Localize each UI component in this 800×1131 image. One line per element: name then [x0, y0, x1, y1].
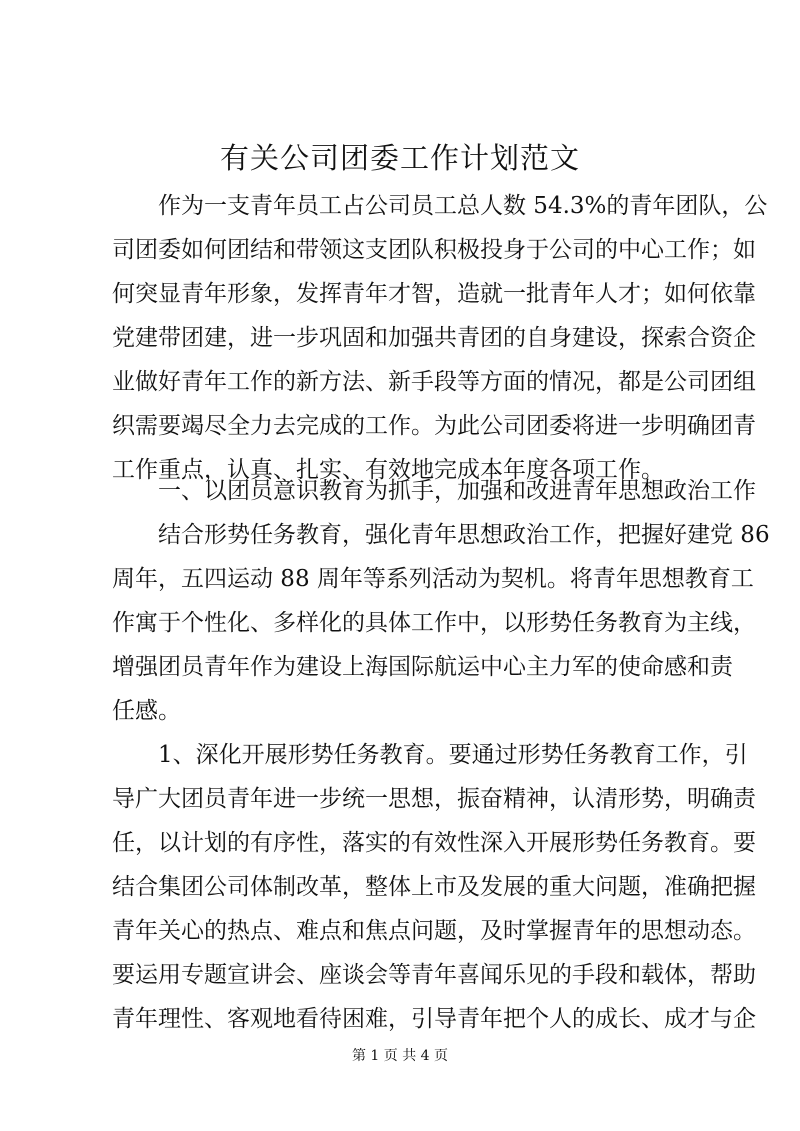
- document-title: 有关公司团委工作计划范文: [219, 141, 580, 175]
- body-line: 增强团员青年作为建设上海国际航运中心主力军的使命感和责: [112, 654, 733, 680]
- body-line: 1、深化开展形势任务教育。要通过形势任务教育工作，引: [112, 742, 748, 768]
- section-heading: 一、以团员意识教育为抓手，加强和改进青年思想政治工作: [112, 478, 756, 504]
- body-line: 要运用专题宣讲会、座谈会等青年喜闻乐见的手段和载体，帮助: [112, 962, 756, 988]
- body-line: 青年关心的热点、难点和焦点问题，及时掌握青年的思想动态。: [112, 918, 756, 944]
- body-line: 导广大团员青年进一步统一思想，振奋精神，认清形势，明确责: [112, 786, 756, 812]
- body-line: 作为一支青年员工占公司员工总人数 54.3%的青年团队，公: [112, 193, 768, 219]
- body-line: 司团委如何团结和带领这支团队积极投身于公司的中心工作；如: [112, 237, 756, 263]
- body-line: 何突显青年形象，发挥青年才智，造就一批青年人才；如何依靠: [112, 281, 756, 307]
- body-line: 结合形势任务教育，强化青年思想政治工作，把握好建党 86: [112, 522, 770, 548]
- body-line: 任，以计划的有序性，落实的有效性深入开展形势任务教育。要: [112, 830, 756, 856]
- page-number-footer: 第 1 页 共 4 页: [351, 1048, 449, 1064]
- body-line: 织需要竭尽全力去完成的工作。为此公司团委将进一步明确团青: [112, 413, 756, 439]
- body-line: 结合集团公司体制改革，整体上市及发展的重大问题，准确把握: [112, 874, 756, 900]
- body-line: 业做好青年工作的新方法、新手段等方面的情况，都是公司团组: [112, 369, 756, 395]
- body-line: 周年，五四运动 88 周年等系列活动为契机。将青年思想教育工: [112, 566, 754, 592]
- body-line: 任感。: [112, 698, 181, 724]
- body-line: 党建带团建，进一步巩固和加强共青团的自身建设，探索合资企: [112, 325, 756, 351]
- body-line: 青年理性、客观地看待困难，引导青年把个人的成长、成才与企: [112, 1006, 756, 1032]
- body-line: 作寓于个性化、多样化的具体工作中，以形势任务教育为主线，: [112, 610, 756, 636]
- body-line: 工作重点，认真、扎实、有效地完成本年度各项工作。: [112, 457, 664, 483]
